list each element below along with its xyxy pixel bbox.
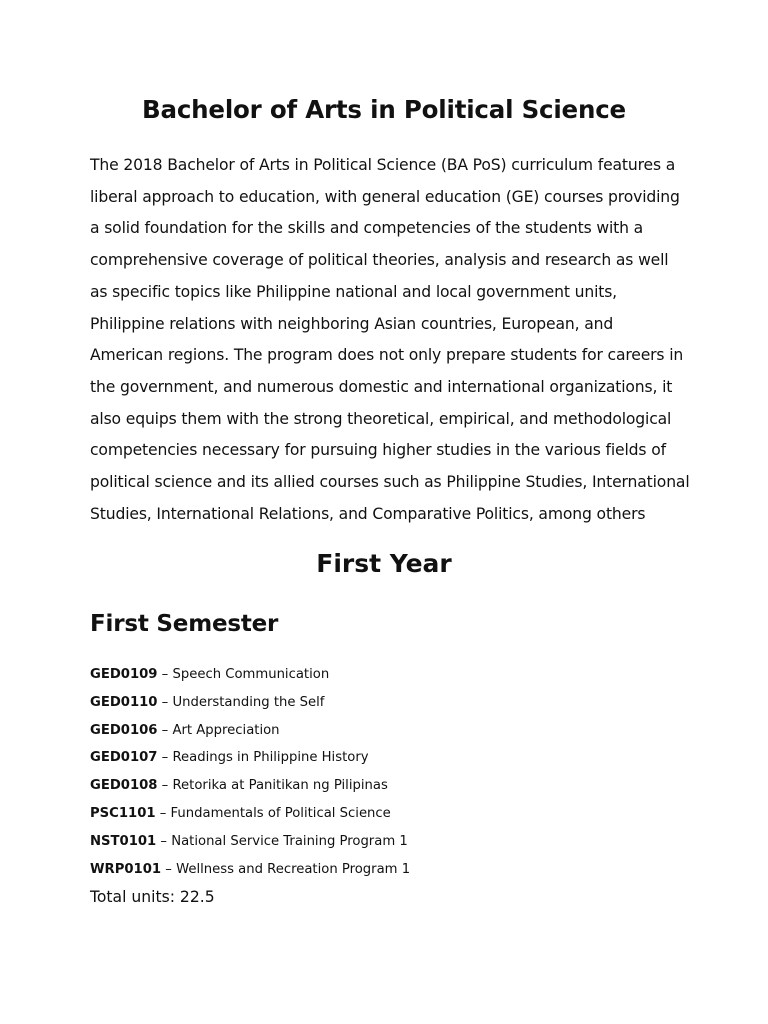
course-separator: – (157, 694, 173, 710)
course-name: Readings in Philippine History (172, 750, 369, 766)
page-title: Bachelor of Arts in Political Science (142, 95, 626, 124)
course-separator: – (161, 861, 177, 877)
course-item (90, 717, 410, 745)
course-code: GED0110 (90, 694, 158, 710)
course-separator: – (156, 833, 172, 849)
course-separator: – (157, 667, 173, 682)
total-units: Total units: 22.5 (90, 888, 215, 906)
course-code: NST0101 (90, 833, 157, 849)
course-item (90, 689, 410, 717)
course-name: Art Appreciation (172, 722, 280, 738)
course-name: Retorika at Panitikan ng Pilipinas (172, 778, 388, 794)
course-name: Understanding the Self (172, 694, 325, 710)
course-code: WRP0101 (90, 861, 162, 877)
course-item (90, 744, 410, 772)
semester-heading: First Semester (90, 611, 279, 637)
course-item (90, 772, 410, 800)
course-separator: – (157, 750, 173, 766)
course-code: PSC1101 (90, 805, 156, 821)
course-list (90, 661, 410, 883)
course-code: GED0106 (90, 722, 158, 738)
course-name: Fundamentals of Political Science (170, 805, 391, 821)
course-code: GED0107 (90, 750, 158, 766)
course-code: GED0108 (90, 778, 158, 794)
course-item (90, 828, 410, 856)
course-item (90, 661, 410, 689)
course-name: Wellness and Recreation Program 1 (176, 861, 411, 877)
course-code: GED0109 (90, 667, 158, 682)
intro-paragraph: The 2018 Bachelor of Arts in Political Science (BA PoS) curriculum features a liberal approach to education, with general education (GE) courses providing a solid foundation for the skills and competencies of the students with a comprehensive coverage of political theories, analysis and research as well as specific topics like Philippine national and local government units, Philippine relations with neighboring Asian countries, European, and American regions. The program does not only prepare students for careers in the government, and numerous domestic and international organizations, it also equips them with the strong theoretical, empirical, and methodological competencies necessary for pursuing higher studies in the various fields of political science and its allied courses such as Philippine Studies, International Studies, International Relations, and Comparative Politics, among others (90, 156, 690, 523)
course-separator: – (157, 778, 173, 794)
course-name: Speech Communication (172, 667, 330, 682)
course-name: National Service Training Program 1 (171, 833, 408, 849)
year-heading: First Year (316, 549, 452, 578)
course-item (90, 800, 410, 828)
course-separator: – (155, 805, 171, 821)
course-item (90, 856, 410, 884)
course-separator: – (157, 722, 173, 738)
